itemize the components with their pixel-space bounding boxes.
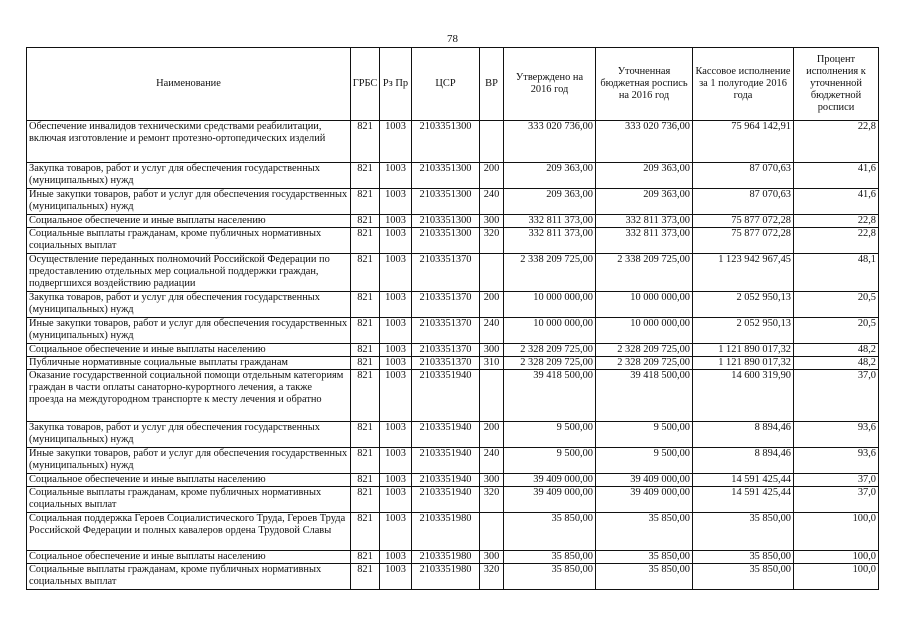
table-header-row [27, 48, 879, 121]
cell-percent: 100,0 [794, 551, 879, 564]
cell-cash: 1 121 890 017,32 [693, 344, 794, 357]
cell-approved: 9 500,00 [504, 448, 596, 474]
cell-cash: 35 850,00 [693, 513, 794, 551]
header-name: Наименование [27, 48, 351, 121]
cell-cash: 75 877 072,28 [693, 228, 794, 254]
cell-rzpr: 1003 [380, 357, 412, 370]
cell-name: Осуществление переданных полномочий Российской Федерации по предоставлению отдельных мер социальной поддержки граждан, подвергшихся воздействию радиации [27, 254, 351, 292]
cell-cash: 2 052 950,13 [693, 292, 794, 318]
cell-rzpr: 1003 [380, 551, 412, 564]
cell-rzpr: 1003 [380, 215, 412, 228]
cell-grbs: 821 [351, 228, 380, 254]
cell-percent: 20,5 [794, 292, 879, 318]
cell-rzpr: 1003 [380, 121, 412, 163]
cell-approved: 2 328 209 725,00 [504, 357, 596, 370]
cell-csr: 2103351980 [412, 564, 480, 590]
cell-vr: 300 [480, 551, 504, 564]
table-row [27, 357, 879, 370]
cell-cash: 87 070,63 [693, 163, 794, 189]
cell-csr: 2103351940 [412, 370, 480, 422]
table-row [27, 215, 879, 228]
header-rzpr: Рз Пр [380, 48, 412, 121]
header-vr: ВР [480, 48, 504, 121]
cell-grbs: 821 [351, 474, 380, 487]
cell-grbs: 821 [351, 487, 380, 513]
budget-table [26, 47, 879, 590]
cell-percent: 41,6 [794, 189, 879, 215]
cell-approved: 209 363,00 [504, 189, 596, 215]
cell-approved: 10 000 000,00 [504, 318, 596, 344]
table-row [27, 422, 879, 448]
cell-grbs: 821 [351, 370, 380, 422]
cell-vr [480, 370, 504, 422]
cell-grbs: 821 [351, 163, 380, 189]
header-csr: ЦСР [412, 48, 480, 121]
cell-refined: 2 338 209 725,00 [596, 254, 693, 292]
cell-cash: 75 964 142,91 [693, 121, 794, 163]
cell-approved: 10 000 000,00 [504, 292, 596, 318]
cell-percent: 48,2 [794, 344, 879, 357]
cell-percent: 48,1 [794, 254, 879, 292]
cell-grbs: 821 [351, 189, 380, 215]
cell-approved: 332 811 373,00 [504, 215, 596, 228]
cell-rzpr: 1003 [380, 487, 412, 513]
cell-vr: 320 [480, 564, 504, 590]
cell-csr: 2103351300 [412, 189, 480, 215]
cell-grbs: 821 [351, 215, 380, 228]
cell-refined: 39 409 000,00 [596, 487, 693, 513]
cell-name: Социальное обеспечение и иные выплаты населению [27, 474, 351, 487]
table-row [27, 487, 879, 513]
cell-percent: 93,6 [794, 448, 879, 474]
cell-cash: 35 850,00 [693, 564, 794, 590]
cell-name: Обеспечение инвалидов техническими средствами реабилитации, включая изготовление и ремонт протезно-ортопедических изделий [27, 121, 351, 163]
cell-percent: 20,5 [794, 318, 879, 344]
cell-cash: 1 123 942 967,45 [693, 254, 794, 292]
cell-name: Социальные выплаты гражданам, кроме публичных нормативных социальных выплат [27, 228, 351, 254]
table-row [27, 551, 879, 564]
cell-approved: 333 020 736,00 [504, 121, 596, 163]
cell-grbs: 821 [351, 254, 380, 292]
cell-csr: 2103351940 [412, 474, 480, 487]
cell-csr: 2103351940 [412, 448, 480, 474]
cell-rzpr: 1003 [380, 318, 412, 344]
cell-percent: 48,2 [794, 357, 879, 370]
cell-approved: 39 409 000,00 [504, 487, 596, 513]
cell-cash: 8 894,46 [693, 422, 794, 448]
cell-vr: 240 [480, 318, 504, 344]
table-row [27, 163, 879, 189]
cell-refined: 332 811 373,00 [596, 228, 693, 254]
cell-cash: 14 591 425,44 [693, 474, 794, 487]
cell-name: Иные закупки товаров, работ и услуг для обеспечения государственных (муниципальных) нужд [27, 448, 351, 474]
cell-name: Социальное обеспечение и иные выплаты населению [27, 215, 351, 228]
cell-vr: 310 [480, 357, 504, 370]
cell-name: Закупка товаров, работ и услуг для обеспечения государственных (муниципальных) нужд [27, 163, 351, 189]
header-approved: Утверждено на 2016 год [504, 48, 596, 121]
cell-rzpr: 1003 [380, 513, 412, 551]
table-row [27, 292, 879, 318]
cell-vr: 300 [480, 215, 504, 228]
cell-grbs: 821 [351, 292, 380, 318]
cell-refined: 333 020 736,00 [596, 121, 693, 163]
cell-grbs: 821 [351, 357, 380, 370]
cell-refined: 209 363,00 [596, 189, 693, 215]
cell-grbs: 821 [351, 564, 380, 590]
cell-csr: 2103351370 [412, 318, 480, 344]
table-row [27, 121, 879, 163]
cell-refined: 2 328 209 725,00 [596, 357, 693, 370]
header-cash: Кассовое исполнение за 1 полугодие 2016 года [693, 48, 794, 121]
cell-refined: 35 850,00 [596, 564, 693, 590]
table-row [27, 448, 879, 474]
cell-name: Социальное обеспечение и иные выплаты населению [27, 344, 351, 357]
header-percent: Процент исполнения к уточненной бюджетной росписи [794, 48, 879, 121]
table-row [27, 564, 879, 590]
cell-rzpr: 1003 [380, 292, 412, 318]
cell-rzpr: 1003 [380, 344, 412, 357]
cell-rzpr: 1003 [380, 370, 412, 422]
cell-refined: 10 000 000,00 [596, 292, 693, 318]
cell-grbs: 821 [351, 121, 380, 163]
cell-cash: 1 121 890 017,32 [693, 357, 794, 370]
cell-percent: 93,6 [794, 422, 879, 448]
cell-approved: 209 363,00 [504, 163, 596, 189]
cell-approved: 2 328 209 725,00 [504, 344, 596, 357]
cell-refined: 35 850,00 [596, 513, 693, 551]
cell-cash: 87 070,63 [693, 189, 794, 215]
cell-name: Закупка товаров, работ и услуг для обеспечения государственных (муниципальных) нужд [27, 422, 351, 448]
table-row [27, 189, 879, 215]
cell-percent: 22,8 [794, 228, 879, 254]
cell-csr: 2103351370 [412, 292, 480, 318]
table-row [27, 318, 879, 344]
cell-csr: 2103351940 [412, 487, 480, 513]
cell-csr: 2103351370 [412, 344, 480, 357]
cell-percent: 22,8 [794, 215, 879, 228]
cell-csr: 2103351300 [412, 228, 480, 254]
cell-csr: 2103351300 [412, 215, 480, 228]
cell-grbs: 821 [351, 344, 380, 357]
cell-approved: 39 409 000,00 [504, 474, 596, 487]
cell-rzpr: 1003 [380, 163, 412, 189]
cell-rzpr: 1003 [380, 448, 412, 474]
cell-rzpr: 1003 [380, 474, 412, 487]
table-row [27, 370, 879, 422]
cell-name: Публичные нормативные социальные выплаты гражданам [27, 357, 351, 370]
cell-refined: 39 418 500,00 [596, 370, 693, 422]
table-row [27, 344, 879, 357]
cell-csr: 2103351980 [412, 513, 480, 551]
table-row [27, 513, 879, 551]
cell-refined: 39 409 000,00 [596, 474, 693, 487]
cell-cash: 2 052 950,13 [693, 318, 794, 344]
cell-rzpr: 1003 [380, 228, 412, 254]
cell-grbs: 821 [351, 513, 380, 551]
cell-vr: 300 [480, 474, 504, 487]
cell-grbs: 821 [351, 551, 380, 564]
cell-grbs: 821 [351, 318, 380, 344]
cell-rzpr: 1003 [380, 189, 412, 215]
cell-cash: 35 850,00 [693, 551, 794, 564]
table-row [27, 474, 879, 487]
cell-name: Оказание государственной социальной помощи отдельным категориям граждан в части оплаты санаторно-курортного лечения, а также проезда на междугородном транспорте к месту лечения и обратно [27, 370, 351, 422]
cell-name: Закупка товаров, работ и услуг для обеспечения государственных (муниципальных) нужд [27, 292, 351, 318]
cell-refined: 10 000 000,00 [596, 318, 693, 344]
cell-approved: 35 850,00 [504, 564, 596, 590]
cell-refined: 9 500,00 [596, 448, 693, 474]
cell-refined: 332 811 373,00 [596, 215, 693, 228]
cell-approved: 332 811 373,00 [504, 228, 596, 254]
cell-name: Социальное обеспечение и иные выплаты населению [27, 551, 351, 564]
cell-approved: 39 418 500,00 [504, 370, 596, 422]
cell-refined: 35 850,00 [596, 551, 693, 564]
cell-csr: 2103351940 [412, 422, 480, 448]
cell-percent: 22,8 [794, 121, 879, 163]
cell-cash: 8 894,46 [693, 448, 794, 474]
cell-csr: 2103351300 [412, 163, 480, 189]
cell-approved: 35 850,00 [504, 513, 596, 551]
cell-csr: 2103351300 [412, 121, 480, 163]
table-row [27, 254, 879, 292]
cell-percent: 37,0 [794, 487, 879, 513]
cell-cash: 75 877 072,28 [693, 215, 794, 228]
cell-vr [480, 513, 504, 551]
cell-percent: 100,0 [794, 564, 879, 590]
cell-vr: 320 [480, 228, 504, 254]
cell-refined: 9 500,00 [596, 422, 693, 448]
cell-vr: 200 [480, 422, 504, 448]
cell-grbs: 821 [351, 422, 380, 448]
cell-vr: 200 [480, 292, 504, 318]
cell-refined: 209 363,00 [596, 163, 693, 189]
cell-name: Социальные выплаты гражданам, кроме публичных нормативных социальных выплат [27, 487, 351, 513]
cell-approved: 2 338 209 725,00 [504, 254, 596, 292]
cell-name: Иные закупки товаров, работ и услуг для обеспечения государственных (муниципальных) нужд [27, 318, 351, 344]
cell-vr: 240 [480, 448, 504, 474]
cell-rzpr: 1003 [380, 422, 412, 448]
cell-vr [480, 254, 504, 292]
table-row [27, 228, 879, 254]
cell-refined: 2 328 209 725,00 [596, 344, 693, 357]
cell-cash: 14 591 425,44 [693, 487, 794, 513]
cell-rzpr: 1003 [380, 564, 412, 590]
cell-name: Социальная поддержка Героев Социалистического Труда, Героев Труда Российской Федерации и полных кавалеров ордена Трудовой Славы [27, 513, 351, 551]
table-body [27, 121, 879, 590]
cell-csr: 2103351370 [412, 254, 480, 292]
cell-percent: 37,0 [794, 474, 879, 487]
cell-percent: 37,0 [794, 370, 879, 422]
cell-name: Иные закупки товаров, работ и услуг для обеспечения государственных (муниципальных) нужд [27, 189, 351, 215]
header-refined: Уточненная бюджетная роспись на 2016 год [596, 48, 693, 121]
cell-csr: 2103351370 [412, 357, 480, 370]
cell-rzpr: 1003 [380, 254, 412, 292]
page-number: 78 [447, 33, 458, 45]
cell-vr: 300 [480, 344, 504, 357]
cell-vr: 200 [480, 163, 504, 189]
cell-csr: 2103351980 [412, 551, 480, 564]
cell-vr: 240 [480, 189, 504, 215]
cell-percent: 100,0 [794, 513, 879, 551]
header-grbs: ГРБС [351, 48, 380, 121]
cell-vr [480, 121, 504, 163]
cell-approved: 35 850,00 [504, 551, 596, 564]
cell-vr: 320 [480, 487, 504, 513]
cell-name: Социальные выплаты гражданам, кроме публичных нормативных социальных выплат [27, 564, 351, 590]
cell-cash: 14 600 319,90 [693, 370, 794, 422]
cell-percent: 41,6 [794, 163, 879, 189]
cell-grbs: 821 [351, 448, 380, 474]
cell-approved: 9 500,00 [504, 422, 596, 448]
